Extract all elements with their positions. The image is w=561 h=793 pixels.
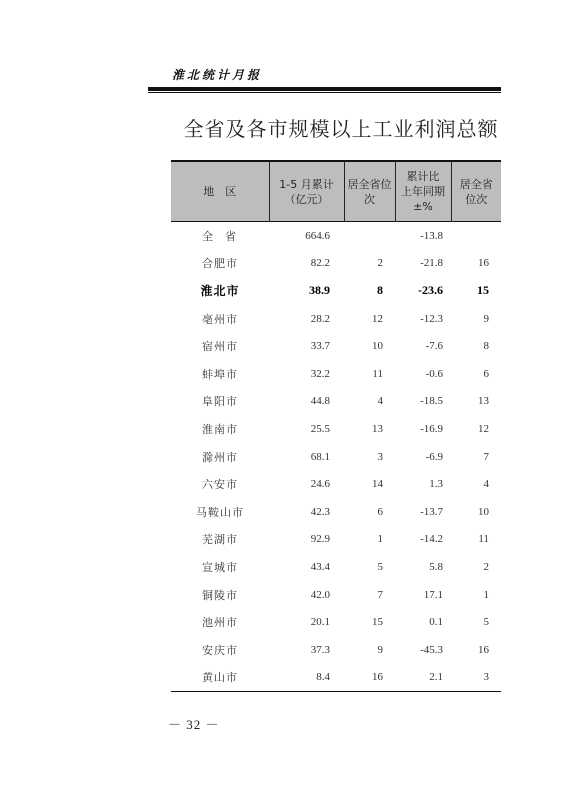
page-number: － 32 －	[168, 717, 220, 732]
cell-yoy: -13.7	[420, 505, 443, 518]
table-row	[171, 332, 501, 360]
table-row	[171, 470, 501, 498]
cell-yoy: -12.3	[420, 312, 443, 325]
cell-yoy: -45.3	[420, 643, 443, 656]
cell-rank1: 6	[377, 505, 383, 518]
cell-rank2: 2	[483, 560, 489, 573]
cell-rank1: 12	[372, 312, 383, 325]
column-header-line: 居全省	[459, 177, 493, 191]
cell-cumulative: 43.4	[310, 560, 330, 573]
cell-region: 全省	[202, 229, 248, 243]
cell-region: 马鞍山市	[196, 505, 244, 519]
cell-yoy: 0.1	[429, 616, 443, 629]
table-header	[171, 161, 501, 222]
cell-yoy: -6.9	[425, 450, 443, 463]
cell-rank2: 9	[483, 312, 489, 325]
cell-rank1	[344, 222, 395, 250]
table-row	[171, 250, 501, 278]
column-header-3	[344, 161, 395, 222]
header-rule-thick	[148, 87, 501, 91]
cell-rank2: 1	[483, 588, 489, 601]
document-title: 全省及各市规模以上工业利润总额	[183, 117, 499, 141]
column-header-line: 1-5 月累计	[279, 177, 334, 191]
table-row	[171, 664, 501, 692]
table-row	[171, 636, 501, 664]
column-header-line: 地 区	[203, 185, 237, 198]
cell-rank1: 8	[377, 283, 383, 298]
cell-yoy: -0.6	[425, 367, 443, 380]
cell-cumulative: 44.8	[310, 395, 330, 408]
cell-rank2: 12	[478, 422, 489, 435]
column-header-line: 累计比	[406, 170, 440, 183]
cell-cumulative: 24.6	[310, 478, 330, 491]
cell-region: 淮北市	[200, 284, 240, 299]
column-header-line: 位次	[465, 192, 488, 206]
cell-yoy: 5.8	[429, 560, 443, 573]
cell-rank1: 9	[377, 643, 383, 656]
column-header-line: ±%	[413, 200, 433, 213]
cell-cumulative: 8.4	[316, 671, 330, 684]
cell-region: 亳州市	[202, 312, 238, 326]
table-row	[171, 443, 501, 471]
cell-rank1: 7	[377, 588, 383, 601]
table-row	[171, 581, 501, 609]
cell-region: 宿州市	[202, 340, 238, 354]
table-row	[171, 608, 501, 636]
cell-region: 合肥市	[202, 257, 238, 271]
cell-cumulative: 42.0	[310, 588, 330, 601]
table-row	[171, 553, 501, 581]
table-body	[171, 222, 501, 692]
cell-rank2: 13	[478, 395, 489, 408]
cell-rank1: 2	[377, 257, 383, 270]
cell-yoy: 1.3	[429, 478, 443, 491]
table-row	[171, 388, 501, 416]
cell-rank1: 5	[377, 560, 383, 573]
cell-rank1: 14	[372, 478, 383, 491]
cell-region: 黄山市	[202, 671, 238, 685]
cell-region: 六安市	[202, 478, 238, 492]
cell-rank2: 7	[483, 450, 489, 463]
cell-rank1: 4	[377, 395, 383, 408]
cell-cumulative: 92.9	[310, 533, 330, 546]
cell-cumulative: 28.2	[310, 312, 330, 325]
column-header-line: 次	[364, 192, 375, 206]
cell-rank1: 11	[372, 367, 383, 380]
cell-yoy: 17.1	[423, 588, 443, 601]
cell-rank2: 10	[478, 505, 489, 518]
table-row	[171, 222, 501, 250]
cell-cumulative: 32.2	[310, 367, 330, 380]
cell-rank1: 13	[372, 422, 383, 435]
cell-rank2: 15	[477, 283, 489, 298]
cell-rank2: 8	[483, 340, 489, 353]
column-header-5	[451, 161, 501, 222]
cell-yoy: 2.1	[429, 671, 443, 684]
cell-region: 芜湖市	[202, 533, 238, 547]
cell-cumulative: 37.3	[310, 643, 330, 656]
table-row	[171, 360, 501, 388]
column-header-line: 居全省位	[347, 177, 392, 191]
cell-yoy: -23.6	[418, 283, 443, 298]
cell-region: 安庆市	[202, 643, 238, 657]
column-header-2	[269, 161, 344, 222]
column-header-1	[171, 161, 269, 222]
cell-region: 蚌埠市	[202, 367, 238, 381]
cell-yoy: -7.6	[425, 340, 443, 353]
profit-table-container	[171, 160, 501, 692]
cell-cumulative: 20.1	[310, 616, 330, 629]
cell-yoy: -21.8	[420, 257, 443, 270]
cell-rank1: 15	[372, 616, 383, 629]
table-row	[171, 305, 501, 333]
cell-region: 阜阳市	[202, 395, 238, 409]
cell-region: 铜陵市	[202, 588, 238, 602]
cell-yoy: -13.8	[420, 229, 443, 242]
cell-cumulative: 68.1	[310, 450, 330, 463]
cell-cumulative: 82.2	[310, 257, 330, 270]
cell-rank1: 10	[372, 340, 383, 353]
cell-rank1: 1	[377, 533, 383, 546]
cell-rank1: 16	[372, 671, 383, 684]
running-header: 淮北统计月报	[172, 68, 263, 82]
cell-region: 淮南市	[202, 422, 238, 436]
cell-cumulative: 42.3	[310, 505, 330, 518]
cell-region: 宣城市	[202, 560, 238, 574]
cell-yoy: -16.9	[420, 422, 443, 435]
header-rule-thin	[148, 92, 501, 93]
table-row	[171, 526, 501, 554]
cell-rank1: 3	[377, 450, 383, 463]
cell-rank2: 3	[483, 671, 489, 684]
cell-rank2: 4	[483, 478, 489, 491]
column-header-4	[395, 161, 451, 222]
cell-region: 池州市	[202, 616, 238, 630]
cell-cumulative: 25.5	[310, 422, 330, 435]
cell-rank2: 16	[478, 257, 489, 270]
cell-rank2: 11	[478, 533, 489, 546]
column-header-line: 上年同期	[401, 185, 445, 198]
cell-rank2: 5	[483, 616, 489, 629]
cell-region: 滁州市	[202, 450, 238, 464]
cell-yoy: -18.5	[420, 395, 443, 408]
table-row	[171, 277, 501, 305]
table-row	[171, 498, 501, 526]
cell-rank2	[451, 222, 501, 250]
column-header-line: （亿元）	[284, 192, 329, 206]
cell-yoy: -14.2	[420, 533, 443, 546]
table-row	[171, 415, 501, 443]
profit-table	[171, 160, 501, 692]
cell-cumulative: 664.6	[305, 229, 330, 242]
cell-rank2: 6	[483, 367, 489, 380]
cell-cumulative: 33.7	[310, 340, 330, 353]
cell-rank2: 16	[478, 643, 489, 656]
cell-cumulative: 38.9	[309, 283, 330, 298]
